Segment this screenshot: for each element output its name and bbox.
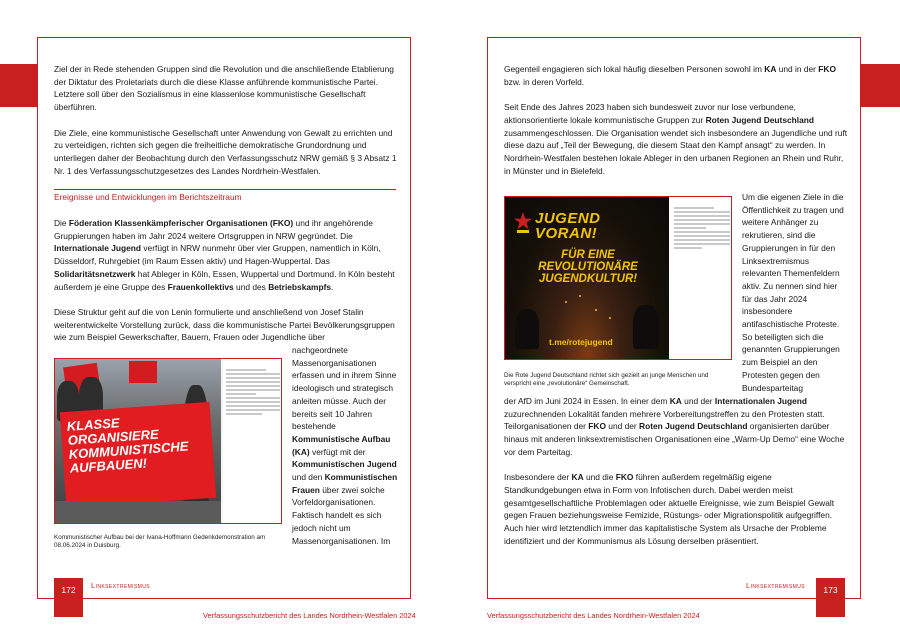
left-edge-tab bbox=[0, 64, 38, 107]
right-para-1: Gegenteil engagieren sich lokal häufig dieselben Personen sowohl im KA und in der FKO bzw. in deren Vorfeld. bbox=[504, 64, 836, 87]
flag-shape bbox=[129, 361, 157, 383]
telegram-handle: t.me/rotejugend bbox=[549, 337, 613, 347]
jugend-voran-subtitle: FÜR EINE REVOLUTIONÄRE JUGENDKULTUR! bbox=[538, 249, 638, 285]
footer-right: Verfassungsschutzbericht des Landes Nordrhein-Westfalen 2024 bbox=[487, 611, 700, 620]
left-main-text bbox=[54, 63, 398, 183]
right-main-text bbox=[504, 63, 848, 190]
page-number-right: 173 bbox=[816, 578, 845, 617]
demo-image bbox=[55, 359, 221, 524]
left-para-4: Diese Struktur geht auf die von Lenin formulierte und anschließend von Josef Stalin weiterentwickelte Vorstellung zurück, dass die kommunistische Partei Bevölkerungsgruppen wie zum Beispiel Gewerkschafter, Bauern, Frauen oder Jugendliche über bbox=[54, 306, 395, 343]
social-post-screenshot bbox=[223, 359, 282, 524]
spark-shape bbox=[609, 317, 611, 319]
spark-shape bbox=[565, 301, 567, 303]
left-page bbox=[37, 37, 411, 599]
footer-left: Verfassungsschutzbericht des Landes Nordrhein-Westfalen 2024 bbox=[203, 611, 416, 620]
person-silhouette bbox=[515, 309, 539, 349]
social-post-screenshot bbox=[671, 197, 732, 360]
heading-rule bbox=[54, 189, 396, 190]
demonstration-photo bbox=[54, 358, 282, 524]
banner-shape bbox=[60, 402, 216, 508]
right-page bbox=[487, 37, 861, 599]
spark-shape bbox=[595, 309, 597, 311]
right-side-text: Um die eigenen Ziele in die Öffentlichkeit zu tragen und weitere Anhänger zu rekrutieren, sind die Gruppierungen in für den Linksextremismus relevanten Themenfeldern aktiv. Zu nennen sind hier für das Jahr 2024 insbesondere antifaschistische Proteste. So beteiligten sich die genannten Gruppierungen zum Beispiel an den Protesten gegen den Bundesparteitag bbox=[742, 192, 844, 393]
street-shape bbox=[55, 501, 221, 524]
left-para-1: Ziel der in Rede stehenden Gruppen sind die Revolution und die anschließende Etablierung der Diktatur des Proletariats durch die diese Klasse anführende kommunistische Partei. Letztere soll über den Sozialismus in eine klassenlose kommunistische Gesellschaft überführen. bbox=[54, 64, 394, 113]
right-para-4: Insbesondere der KA und die FKO führen außerdem regelmäßig eigene Standkundgebungen etwa in Form von Infotischen durch. Dabei werden meist gesamtgesellschaftliche Problemlagen oder aktuelle Ereignisse, wie zum Beispiel Gewalt gegen Frauen beziehungsweise Femizide, Rüstungs- oder Migrationspolitik aufgegriffen. Auch hier wird letztendlich immer das kapitalistische System als Ursache der Probleme identifiziert und der Kommunismus als Lösung derselben präsentiert. bbox=[504, 472, 835, 546]
spark-shape bbox=[579, 295, 581, 297]
jugend-voran-title: JUGEND VORAN! bbox=[535, 210, 601, 242]
right-para-2: Seit Ende des Jahres 2023 haben sich bundesweit zuvor nur lose verbundene, aktionsorientierte lokale kommunistische Gruppen zur Roten Jugend Deutschland zusammengeschlossen. Die Organisation wendet sich insbesondere an Jugendliche und ruft diese dazu auf „Teil der Bewegung, die diesem Staat den Kampf ansagt“ zu werden. In Nordrhein-Westfalen bestehen lokale Ableger in den urbanen Regionen an Rhein und Ruhr, in Münster und in Bielefeld. bbox=[504, 102, 848, 176]
person-silhouette bbox=[633, 305, 659, 349]
left-para-2: Die Ziele, eine kommunistische Gesellschaft unter Anwendung von Gewalt zu errichten und zu verteidigen, richten sich gegen die freiheitliche demokratische Grundordnung und unterliegen daher der Beobachtung durch den Verfassungsschutz NRW gemäß § 3 Absatz 1 Nr. 1 des Verfassungsschutzgesetzes des Landes Nordrhein-Westfalen. bbox=[54, 127, 397, 176]
running-head-right: Linksextremismus bbox=[746, 581, 805, 590]
section-heading: Ereignisse und Entwicklungen im Berichtszeitraum bbox=[54, 192, 242, 202]
right-para-3: der AfD im Juni 2024 in Essen. In einer dem KA und der Internationalen Jugend zuzurechnenden Lokalität fanden mehrere Vorbereitungstreffen zu den Protesten statt. Teilorganisationen der FKO und der Roten Jugend Deutschland organisierten darüber hinaus mit anderen linksextremistischen Organisationen eine „Warm-Up Demo“ eine Woche vor dem Parteitag. bbox=[504, 396, 845, 457]
left-photo-caption: Kommunistischer Aufbau bei der Ivana-Hoffmann Gedenkdemonstration am 08.06.2024 in Duisburg. bbox=[54, 534, 266, 549]
page-number-left: 172 bbox=[54, 578, 83, 617]
right-main-text-2 bbox=[504, 395, 848, 560]
left-para-3: Die Föderation Klassenkämpferischer Organisationen (FKO) und ihr angehörende Gruppierungen haben im Jahr 2024 weitere Ortsgruppen in NRW gegründet. Die Internationale Jugend verfügt in NRW nunmehr über vier Gruppen, namentlich in Köln, Düsseldorf, Ruhrgebiet (im Raum Essen aktiv) und Hagen-Wuppertal. Das Solidaritätsnetzwerk hat Ableger in Köln, Essen, Wuppertal und Dortmund. In Köln besteht außerdem je eine Gruppe des Frauenkollektivs und des Betriebskampfs. bbox=[54, 218, 395, 292]
star-hammer-icon bbox=[513, 211, 533, 237]
right-edge-tab bbox=[861, 64, 900, 107]
running-head-left: Linksextremismus bbox=[91, 581, 150, 590]
rote-jugend-photo bbox=[504, 196, 732, 360]
left-main-text-2 bbox=[54, 217, 398, 344]
right-photo-caption: Die Rote Jugend Deutschland richtet sich gezielt an junge Menschen und verspricht eine „revolutionäre“ Gemeinschaft. bbox=[504, 372, 709, 387]
jugend-voran-image bbox=[505, 197, 669, 360]
banner-text: KLASSE ORGANISIERE KOMMUNISTISCHE AUFBAUEN! bbox=[66, 415, 189, 476]
left-flow-text: nachgeordnete Massenorganisationen erfassen und in ihrem Sinne ideologisch und strategisch anleiten müsse. Auch der bereits seit 10 Jahren bestehende Kommunistische Aufbau (KA) verfügt mit der Kommunistischen Jugend und den Kommunistischen Frauen über zwei solche Vorfeldorganisationen. Faktisch handelt es sich jedoch nicht um Massenorganisationen. Im bbox=[292, 345, 398, 546]
